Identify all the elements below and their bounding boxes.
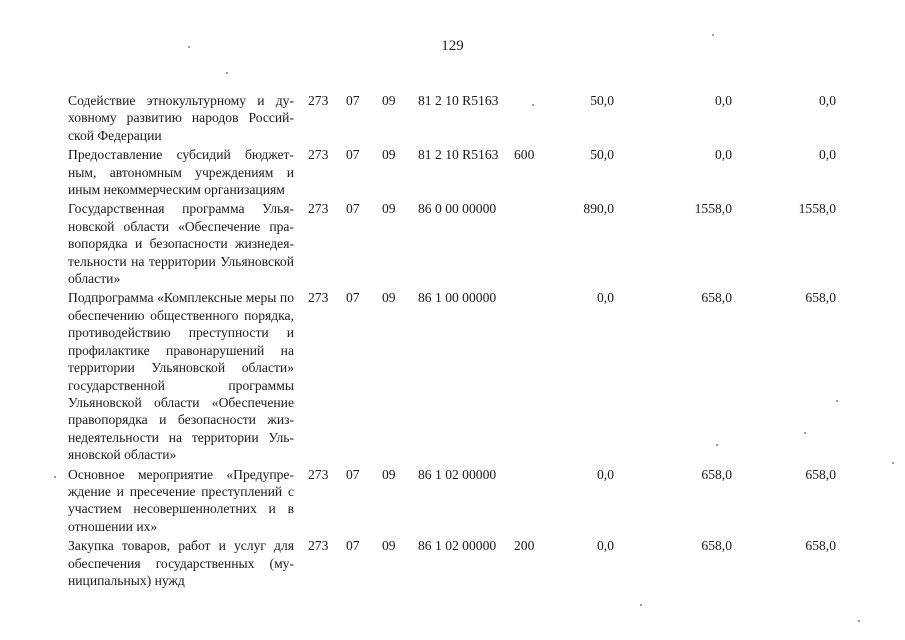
cell-pr: 09: [382, 201, 396, 217]
row-name: Основное мероприятие «Предупреждение и пресечение преступлений с участием несовершеннолетних и в отношении их»: [68, 466, 294, 534]
cell-value-3: 1558,0: [798, 201, 836, 217]
budget-table: [68, 92, 836, 591]
cell-rz: 07: [346, 147, 360, 163]
scan-speck: [640, 604, 642, 606]
scan-speck: [892, 462, 894, 464]
cell-csr: 86 1 02 00000: [418, 466, 497, 482]
cell-rz: 07: [346, 466, 360, 482]
cell-value-1: 0,0: [597, 290, 614, 306]
scan-speck: [188, 46, 190, 48]
cell-vr: [514, 92, 548, 146]
scan-speck: [712, 34, 714, 36]
cell-ved: 273: [308, 290, 329, 306]
cell-value-1: 50,0: [590, 147, 614, 163]
cell-value-3: 658,0: [805, 538, 836, 554]
cell-pr: 09: [382, 93, 396, 108]
cell-value-2: 658,0: [701, 466, 732, 482]
cell-ved: 273: [308, 466, 329, 482]
cell-ved: 273: [308, 538, 329, 554]
table-row: [68, 537, 836, 591]
table-row: [68, 289, 836, 465]
row-name: Подпрограмма «Комплексные меры по обеспечению общественного порядка, противодействию преступности и профилактике правонарушений на территории Ульяновской области» государственной программы Ульяновской области «Обеспечение правопорядка и безопасности жизнедеятельности на территории Ульяновской области»: [68, 290, 294, 463]
table-row: [68, 92, 836, 146]
cell-rz: 07: [346, 201, 360, 217]
cell-vr: 200: [514, 538, 535, 554]
cell-ved: 273: [308, 147, 329, 163]
cell-csr: 81 2 10 R5163: [418, 147, 499, 163]
scan-speck: [836, 400, 838, 402]
scan-speck: [54, 476, 56, 478]
scan-speck: [716, 444, 718, 446]
cell-vr: [514, 289, 548, 465]
cell-value-3: 0,0: [819, 93, 836, 108]
cell-pr: 09: [382, 466, 396, 482]
cell-csr: 86 0 00 00000: [418, 201, 497, 217]
cell-value-3: 658,0: [805, 466, 836, 482]
table-row: [68, 146, 836, 200]
cell-value-1: 890,0: [583, 201, 614, 217]
table-row: [68, 466, 836, 538]
cell-value-2: 0,0: [715, 93, 732, 108]
cell-vr: [514, 200, 548, 289]
row-name: Закупка товаров, работ и услуг для обеспечения государственных (муниципальных) нужд: [68, 538, 294, 588]
cell-rz: 07: [346, 538, 360, 554]
table-row: [68, 200, 836, 289]
scan-speck: [532, 104, 534, 106]
row-name: Предоставление субсидий бюджетным, автономным учреждениям и иным некоммерческим организациям: [68, 147, 294, 198]
scan-speck: [804, 432, 806, 434]
cell-pr: 09: [382, 538, 396, 554]
cell-value-1: 50,0: [590, 93, 614, 108]
cell-value-1: 0,0: [597, 538, 614, 554]
row-name: Государственная программа Ульяновской области «Обеспечение правопорядка и безопасности жизнедеятельности на территории Ульяновской области»: [68, 201, 294, 287]
cell-value-1: 0,0: [597, 466, 614, 482]
cell-ved: 273: [308, 201, 329, 217]
cell-vr: [514, 466, 548, 538]
cell-csr: 86 1 00 00000: [418, 290, 497, 306]
cell-rz: 07: [346, 93, 360, 108]
cell-value-2: 0,0: [715, 147, 732, 163]
cell-vr: 600: [514, 147, 535, 163]
cell-ved: 273: [308, 93, 329, 108]
cell-csr: 81 2 10 R5163: [418, 93, 499, 108]
cell-value-2: 1558,0: [694, 201, 732, 217]
row-name: Содействие этнокультурному и духовному развитию народов Российской Федерации: [68, 93, 294, 143]
cell-value-2: 658,0: [701, 290, 732, 306]
cell-value-3: 658,0: [805, 290, 836, 306]
scan-speck: [858, 620, 860, 622]
cell-value-2: 658,0: [701, 538, 732, 554]
cell-pr: 09: [382, 290, 396, 306]
scan-speck: [226, 72, 228, 74]
page-number: 129: [441, 38, 464, 54]
cell-value-3: 0,0: [819, 147, 836, 163]
cell-rz: 07: [346, 290, 360, 306]
cell-pr: 09: [382, 147, 396, 163]
cell-csr: 86 1 02 00000: [418, 538, 497, 554]
